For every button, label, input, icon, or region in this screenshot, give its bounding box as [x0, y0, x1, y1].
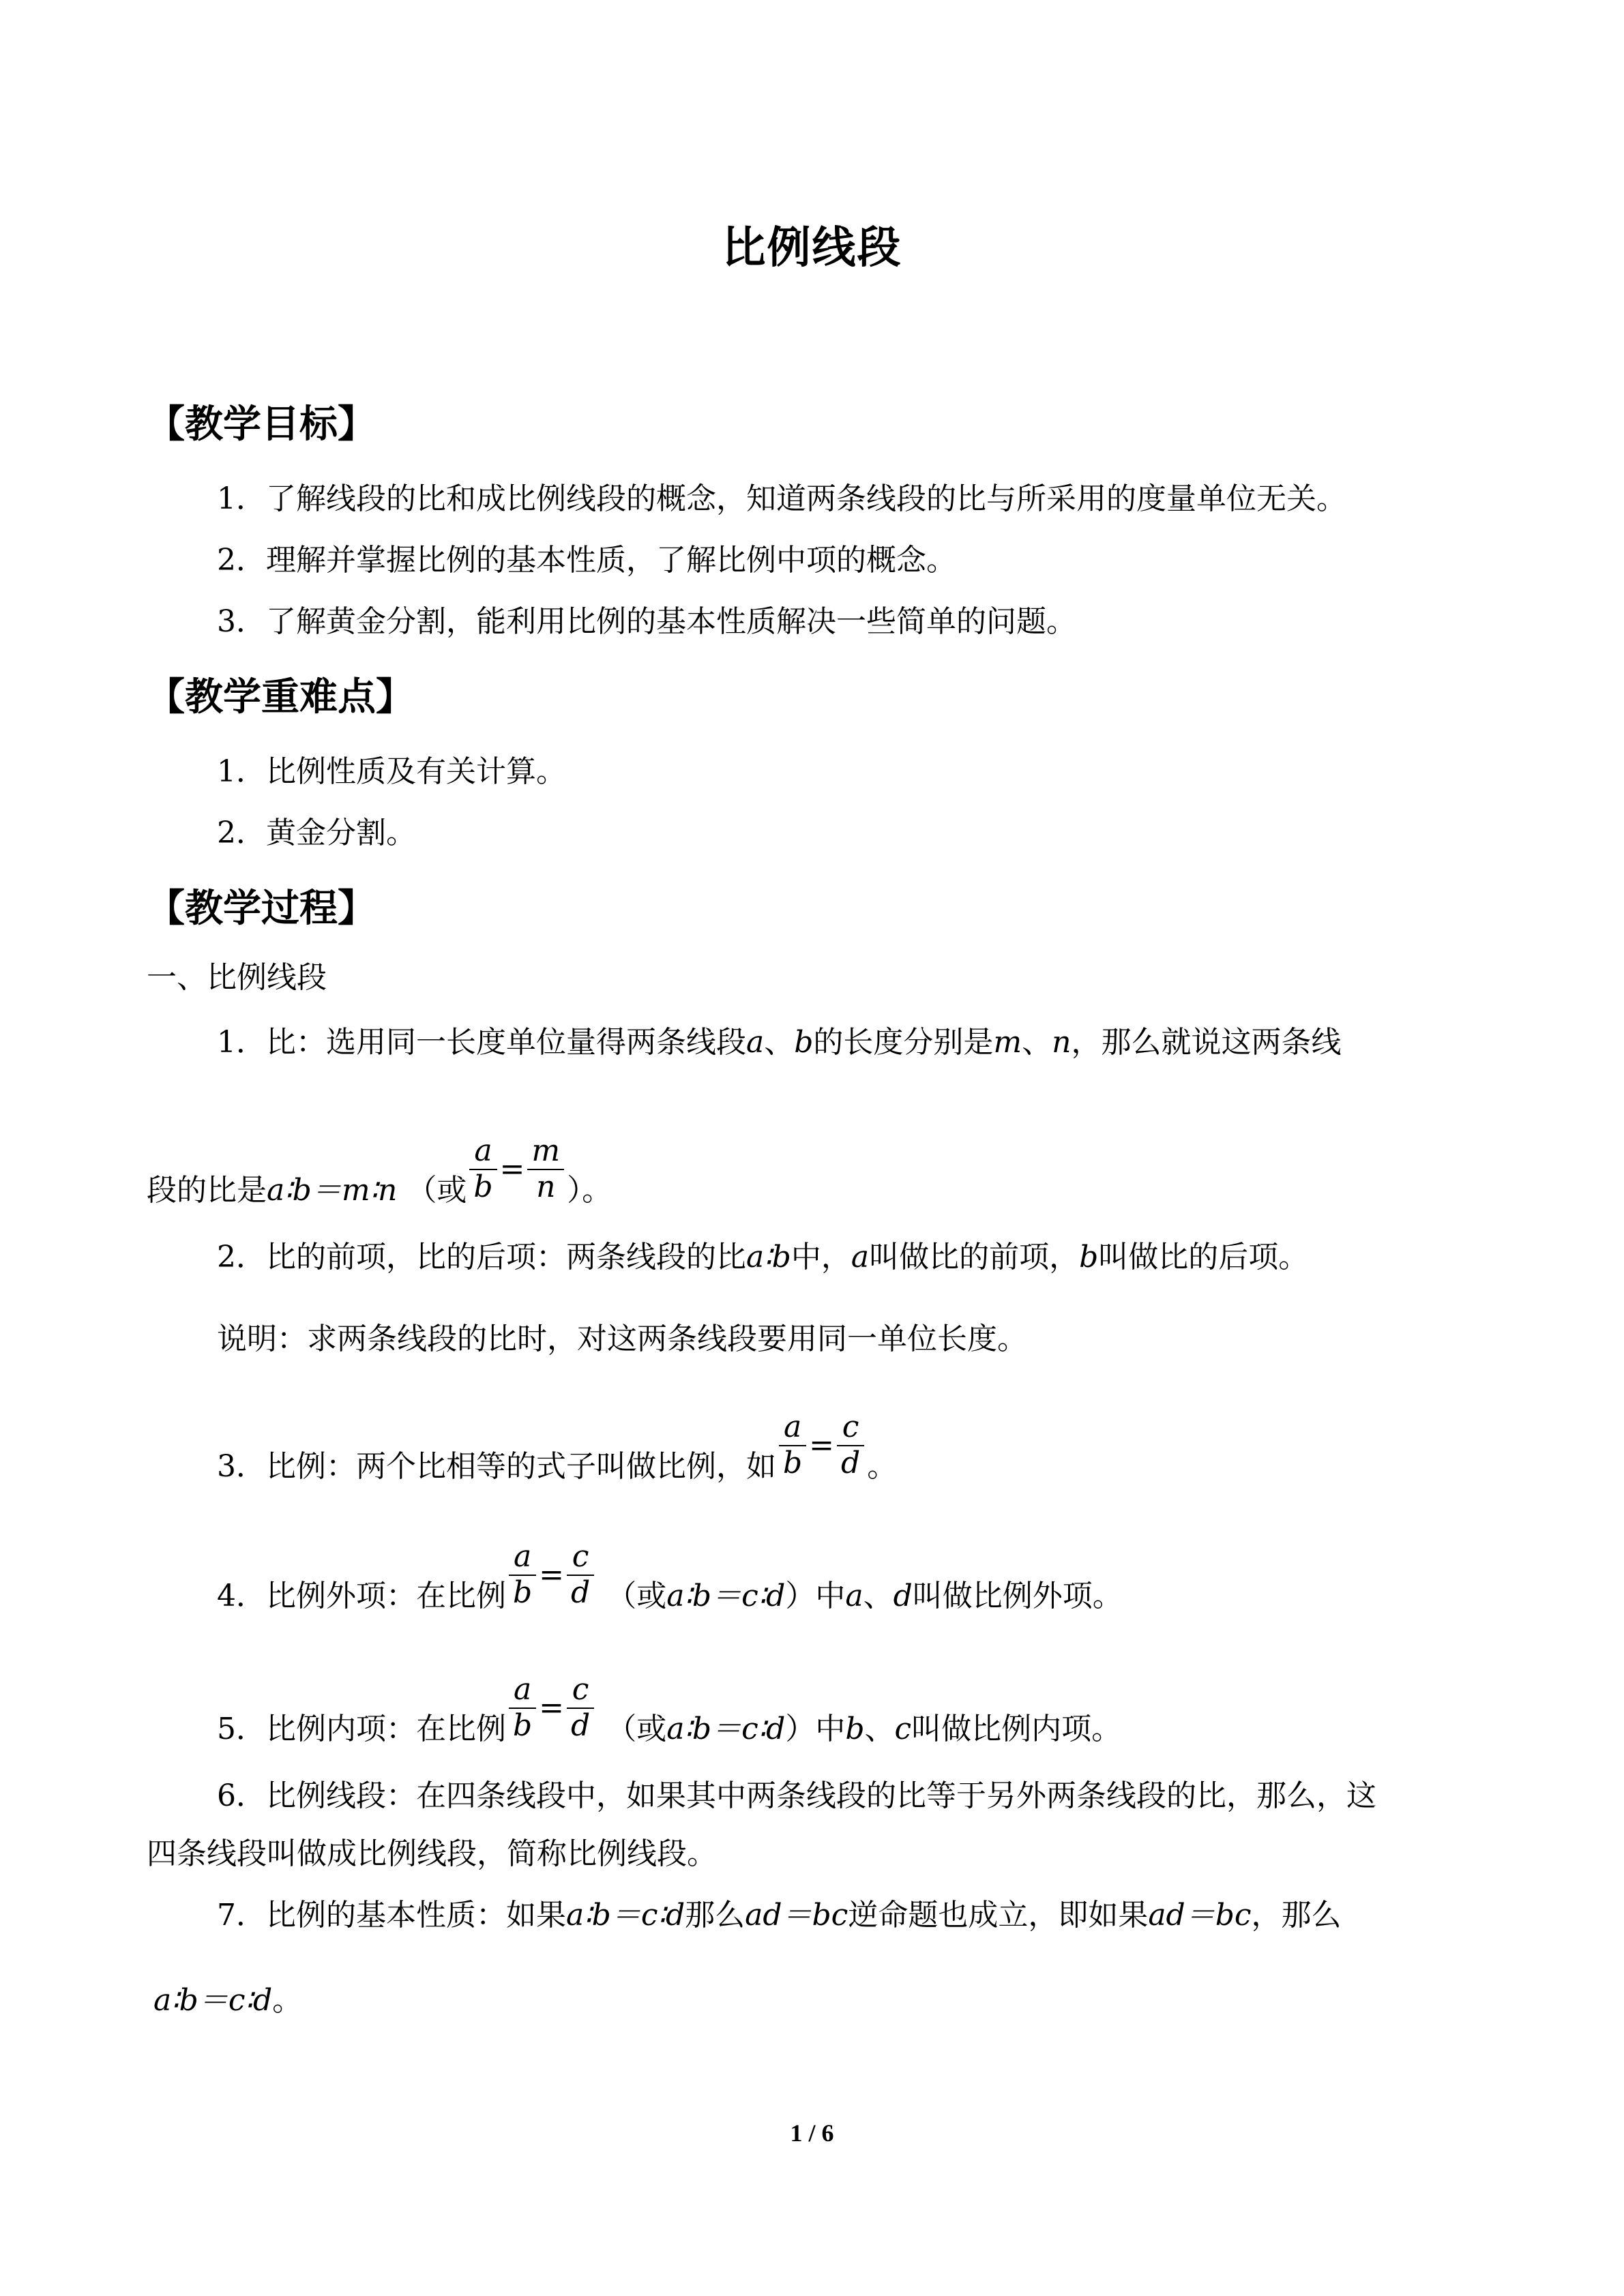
or-open: （或 — [407, 1173, 467, 1208]
var-b: b — [1079, 1240, 1099, 1274]
item-1-line-1 — [217, 1025, 1342, 1060]
or-open: （或 — [606, 1579, 667, 1614]
item-2-line — [217, 1242, 1308, 1272]
part-heading-proportional-segments: 一、比例线段 — [147, 960, 327, 995]
equals-sign: = — [539, 1690, 565, 1725]
or-open: （或 — [606, 1712, 667, 1747]
fraction-c-over-d: $\frac{c}{d}$ — [567, 1673, 594, 1743]
key-point-item-2: 2．黄金分割。 — [217, 816, 416, 850]
product-formula: ad＝bc — [745, 1898, 848, 1933]
item-5-tail: 叫做比例内项。 — [911, 1712, 1122, 1747]
item-5-line — [217, 1672, 1122, 1766]
ratio-formula: a∶b＝m∶n — [267, 1173, 398, 1208]
fraction-a-over-b: $\frac{a}{b}$ — [779, 1410, 806, 1480]
item-3-line — [217, 1410, 898, 1504]
product-formula: ad＝bc — [1148, 1898, 1252, 1933]
item-7-mid-1: 那么 — [685, 1898, 745, 1933]
item-1-line-2 — [147, 1133, 612, 1227]
item-4-prefix: 4．比例外项：在比例 — [217, 1579, 506, 1614]
item-4-sep: 、 — [863, 1579, 894, 1614]
note-line: 说明：求两条线段的比时，对这两条线段要用同一单位长度。 — [217, 1322, 1027, 1356]
item-2-mid-2: 叫做比的前项， — [869, 1240, 1080, 1274]
close-paren: ）。 — [567, 1173, 612, 1208]
section-heading-process: 【教学过程】 — [147, 886, 376, 931]
var-d: d — [893, 1579, 913, 1614]
equals-sign: = — [809, 1427, 835, 1463]
item-5-prefix: 5．比例内项：在比例 — [217, 1712, 506, 1747]
item-4-mid: ）中 — [785, 1579, 846, 1614]
var-a: a — [851, 1240, 870, 1274]
page-title: 比例线段 — [722, 223, 902, 273]
item-4-tail: 叫做比例外项。 — [912, 1579, 1123, 1614]
item-7-line-2 — [153, 1983, 303, 2018]
item-4-line — [217, 1539, 1123, 1633]
item-6-line-1: 6．比例线段：在四条线段中，如果其中两条线段的比等于另外两条线段的比，那么，这 — [217, 1778, 1376, 1813]
var-m: m — [993, 1025, 1022, 1060]
item-3-tail: 。 — [867, 1449, 898, 1485]
section-heading-objectives: 【教学目标】 — [147, 402, 376, 447]
item-3-prefix: 3．比例：两个比相等的式子叫做比例，如 — [217, 1449, 776, 1485]
var-a: a — [746, 1025, 765, 1060]
item-6-line-2: 四条线段叫做成比例线段，简称比例线段。 — [147, 1836, 717, 1871]
item-2-tail: 叫做比的后项。 — [1098, 1240, 1309, 1274]
page-number: 1 / 6 — [790, 2119, 834, 2147]
objective-item-2: 2．理解并掌握比例的基本性质，了解比例中项的概念。 — [217, 543, 956, 578]
var-n: n — [1052, 1025, 1072, 1060]
item-7-tail: ，那么 — [1251, 1898, 1342, 1933]
item-7-mid-2: 逆命题也成立，即如果 — [848, 1898, 1149, 1933]
item-5-mid: ）中 — [785, 1712, 846, 1747]
var-b: b — [845, 1712, 865, 1747]
item-1-sep: 、 — [764, 1025, 795, 1060]
fraction-c-over-d: $\frac{c}{d}$ — [567, 1540, 594, 1610]
item-1-prefix: 1．比：选用同一长度单位量得两条线段 — [217, 1025, 746, 1060]
ratio-formula: a∶b＝c∶d — [666, 1579, 786, 1614]
var-b: b — [794, 1025, 814, 1060]
var-a: a — [845, 1579, 863, 1614]
ratio-formula: a∶b — [746, 1240, 791, 1274]
objective-item-1: 1．了解线段的比和成比例线段的概念，知道两条线段的比与所采用的度量单位无关。 — [217, 481, 1346, 516]
item-1-mid: 的长度分别是 — [813, 1025, 994, 1060]
item-1-sep-2: 、 — [1022, 1025, 1052, 1060]
fraction-a-over-b: $\frac{a}{b}$ — [469, 1134, 497, 1204]
item-1-line-2-prefix: 段的比是 — [147, 1173, 267, 1208]
var-c: c — [894, 1712, 912, 1747]
item-5-sep: 、 — [864, 1712, 895, 1747]
equals-sign: = — [499, 1151, 525, 1187]
fraction-c-over-d: $\frac{c}{d}$ — [837, 1410, 864, 1480]
item-7-line-1 — [217, 1898, 1342, 1933]
ratio-formula: a∶b＝c∶d — [666, 1712, 786, 1747]
item-7-line-2-tail: 。 — [272, 1983, 303, 2018]
item-1-tail: ，那么就说这两条线 — [1071, 1025, 1342, 1060]
ratio-formula: a∶b＝c∶d — [153, 1983, 273, 2018]
ratio-formula: a∶b＝c∶d — [566, 1898, 685, 1933]
item-2-mid-1: 中， — [791, 1240, 851, 1274]
fraction-a-over-b: $\frac{a}{b}$ — [509, 1540, 536, 1610]
item-2-prefix: 2．比的前项，比的后项：两条线段的比 — [217, 1240, 746, 1274]
equals-sign: = — [539, 1557, 565, 1592]
fraction-m-over-n: $\frac{m}{n}$ — [527, 1134, 564, 1204]
fraction-a-over-b: $\frac{a}{b}$ — [509, 1673, 536, 1743]
item-7-prefix: 7．比例的基本性质：如果 — [217, 1898, 566, 1933]
key-point-item-1: 1．比例性质及有关计算。 — [217, 754, 566, 789]
objective-item-3: 3．了解黄金分割，能利用比例的基本性质解决一些简单的问题。 — [217, 604, 1076, 639]
section-heading-key-points: 【教学重难点】 — [147, 675, 414, 719]
